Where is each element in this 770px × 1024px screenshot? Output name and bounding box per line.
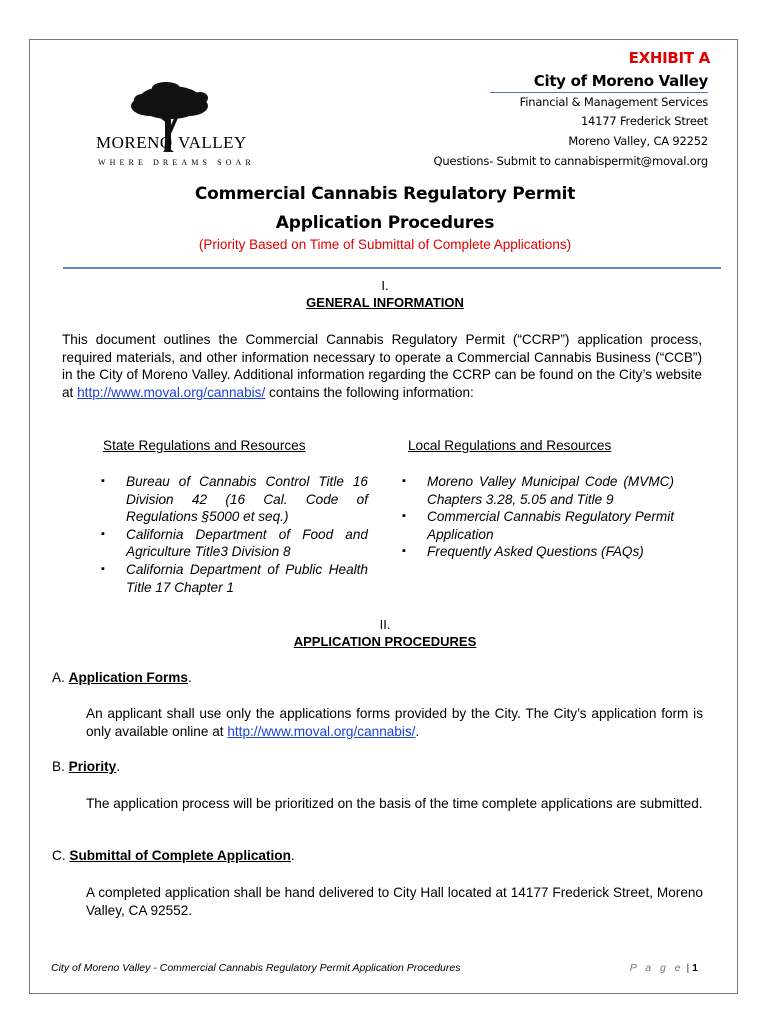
logo-tagline: WHERE DREAMS SOAR — [98, 158, 255, 167]
intro-paragraph — [62, 331, 702, 401]
local-regulations-heading: Local Regulations and Resources — [408, 438, 612, 453]
address-city: Moreno Valley, CA 92252 — [568, 134, 708, 148]
list-item: ▪ Frequently Asked Questions (FAQs) — [402, 543, 674, 561]
section-2-heading: APPLICATION PROCEDURES — [293, 634, 477, 649]
list-item: ▪ California Department of Food and Agriculture Title3 Division 8 — [101, 526, 368, 561]
item-b-label: Priority — [68, 759, 117, 774]
list-item: ▪ Commercial Cannabis Regulatory Permit Application — [402, 508, 674, 543]
title-rule — [63, 267, 721, 269]
item-a-body-end: . — [415, 723, 420, 739]
local-regulations-list — [402, 473, 674, 561]
exhibit-label: EXHIBIT A — [628, 49, 710, 67]
list-item: ▪ California Department of Public Health Title 17 Chapter 1 — [101, 561, 368, 596]
page-number-value: 1 — [692, 962, 698, 974]
state-regulations-list — [101, 473, 368, 596]
list-item: ▪ Moreno Valley Municipal Code (MVMC) Chapters 3.28, 5.05 and Title 9 — [402, 473, 674, 508]
item-a-body: An applicant shall use only the applications forms provided by the City. The City’s application form is only available online at — [86, 706, 703, 739]
tree-logo-icon — [96, 82, 244, 170]
intro-text-end: contains the following information: — [265, 384, 474, 400]
item-c-label: Submittal of Complete Application — [69, 848, 291, 863]
document-subtitle: (Priority Based on Time of Submittal of Complete Applications) — [198, 237, 572, 252]
item-b-letter: B. — [52, 759, 65, 774]
footer-title: City of Moreno Valley - Commercial Cannabis Regulatory Permit Application Procedures — [51, 962, 461, 974]
page-separator: | — [686, 962, 690, 974]
item-c-letter: C. — [52, 848, 66, 863]
section-1-number: I. — [381, 278, 389, 293]
item-a-heading: A. Application Forms. — [52, 670, 192, 685]
page-number — [630, 962, 698, 974]
application-form-link[interactable]: http://www.moval.org/cannabis/ — [227, 723, 416, 739]
moreno-valley-logo — [96, 82, 255, 170]
section-1-heading: GENERAL INFORMATION — [306, 295, 464, 310]
item-a-text — [86, 705, 703, 740]
document-title-line1: Commercial Cannabis Regulatory Permit — [194, 184, 576, 204]
state-regulations-heading: State Regulations and Resources — [103, 438, 306, 453]
city-name: City of Moreno Valley — [533, 72, 708, 90]
section-2-number: II. — [379, 617, 391, 632]
page-label: P a g e — [629, 962, 684, 974]
address-street: 14177 Frederick Street — [580, 114, 708, 128]
logo-wordmark-right: VALLEY — [178, 133, 247, 152]
cannabis-website-link[interactable]: http://www.moval.org/cannabis/ — [77, 384, 266, 400]
intro-text: This document outlines the Commercial Cannabis Regulatory Permit (“CCRP”) application process, required materials, and other information necessary to operate a Commercial Cannabis Business (“CCB”) in the City of Moreno Valley. Additional information regarding the CCRP can be found on the City’s website at — [62, 332, 702, 400]
item-a-letter: A. — [52, 670, 65, 685]
item-c-text: A completed application shall be hand delivered to City Hall located at 14177 Frederick Street, Moreno Valley, CA 92552. — [86, 885, 703, 918]
item-b-text: The application process will be prioritized on the basis of the time complete applications are submitted. — [86, 796, 703, 811]
address-department: Financial & Management Services — [519, 95, 708, 109]
list-item: ▪ Bureau of Cannabis Control Title 16 Division 42 (16 Cal. Code of Regulations §5000 et seq.) — [101, 473, 368, 526]
item-a-label: Application Forms — [68, 670, 188, 685]
document-title-line2: Application Procedures — [275, 213, 495, 233]
header-rule — [490, 92, 708, 93]
address-questions: Questions- Submit to cannabispermit@moval.org — [433, 154, 708, 168]
logo-wordmark-left: MORENO — [96, 133, 173, 152]
item-c-heading: C. Submittal of Complete Application. — [52, 848, 295, 863]
item-b-heading: B. Priority. — [52, 759, 120, 774]
